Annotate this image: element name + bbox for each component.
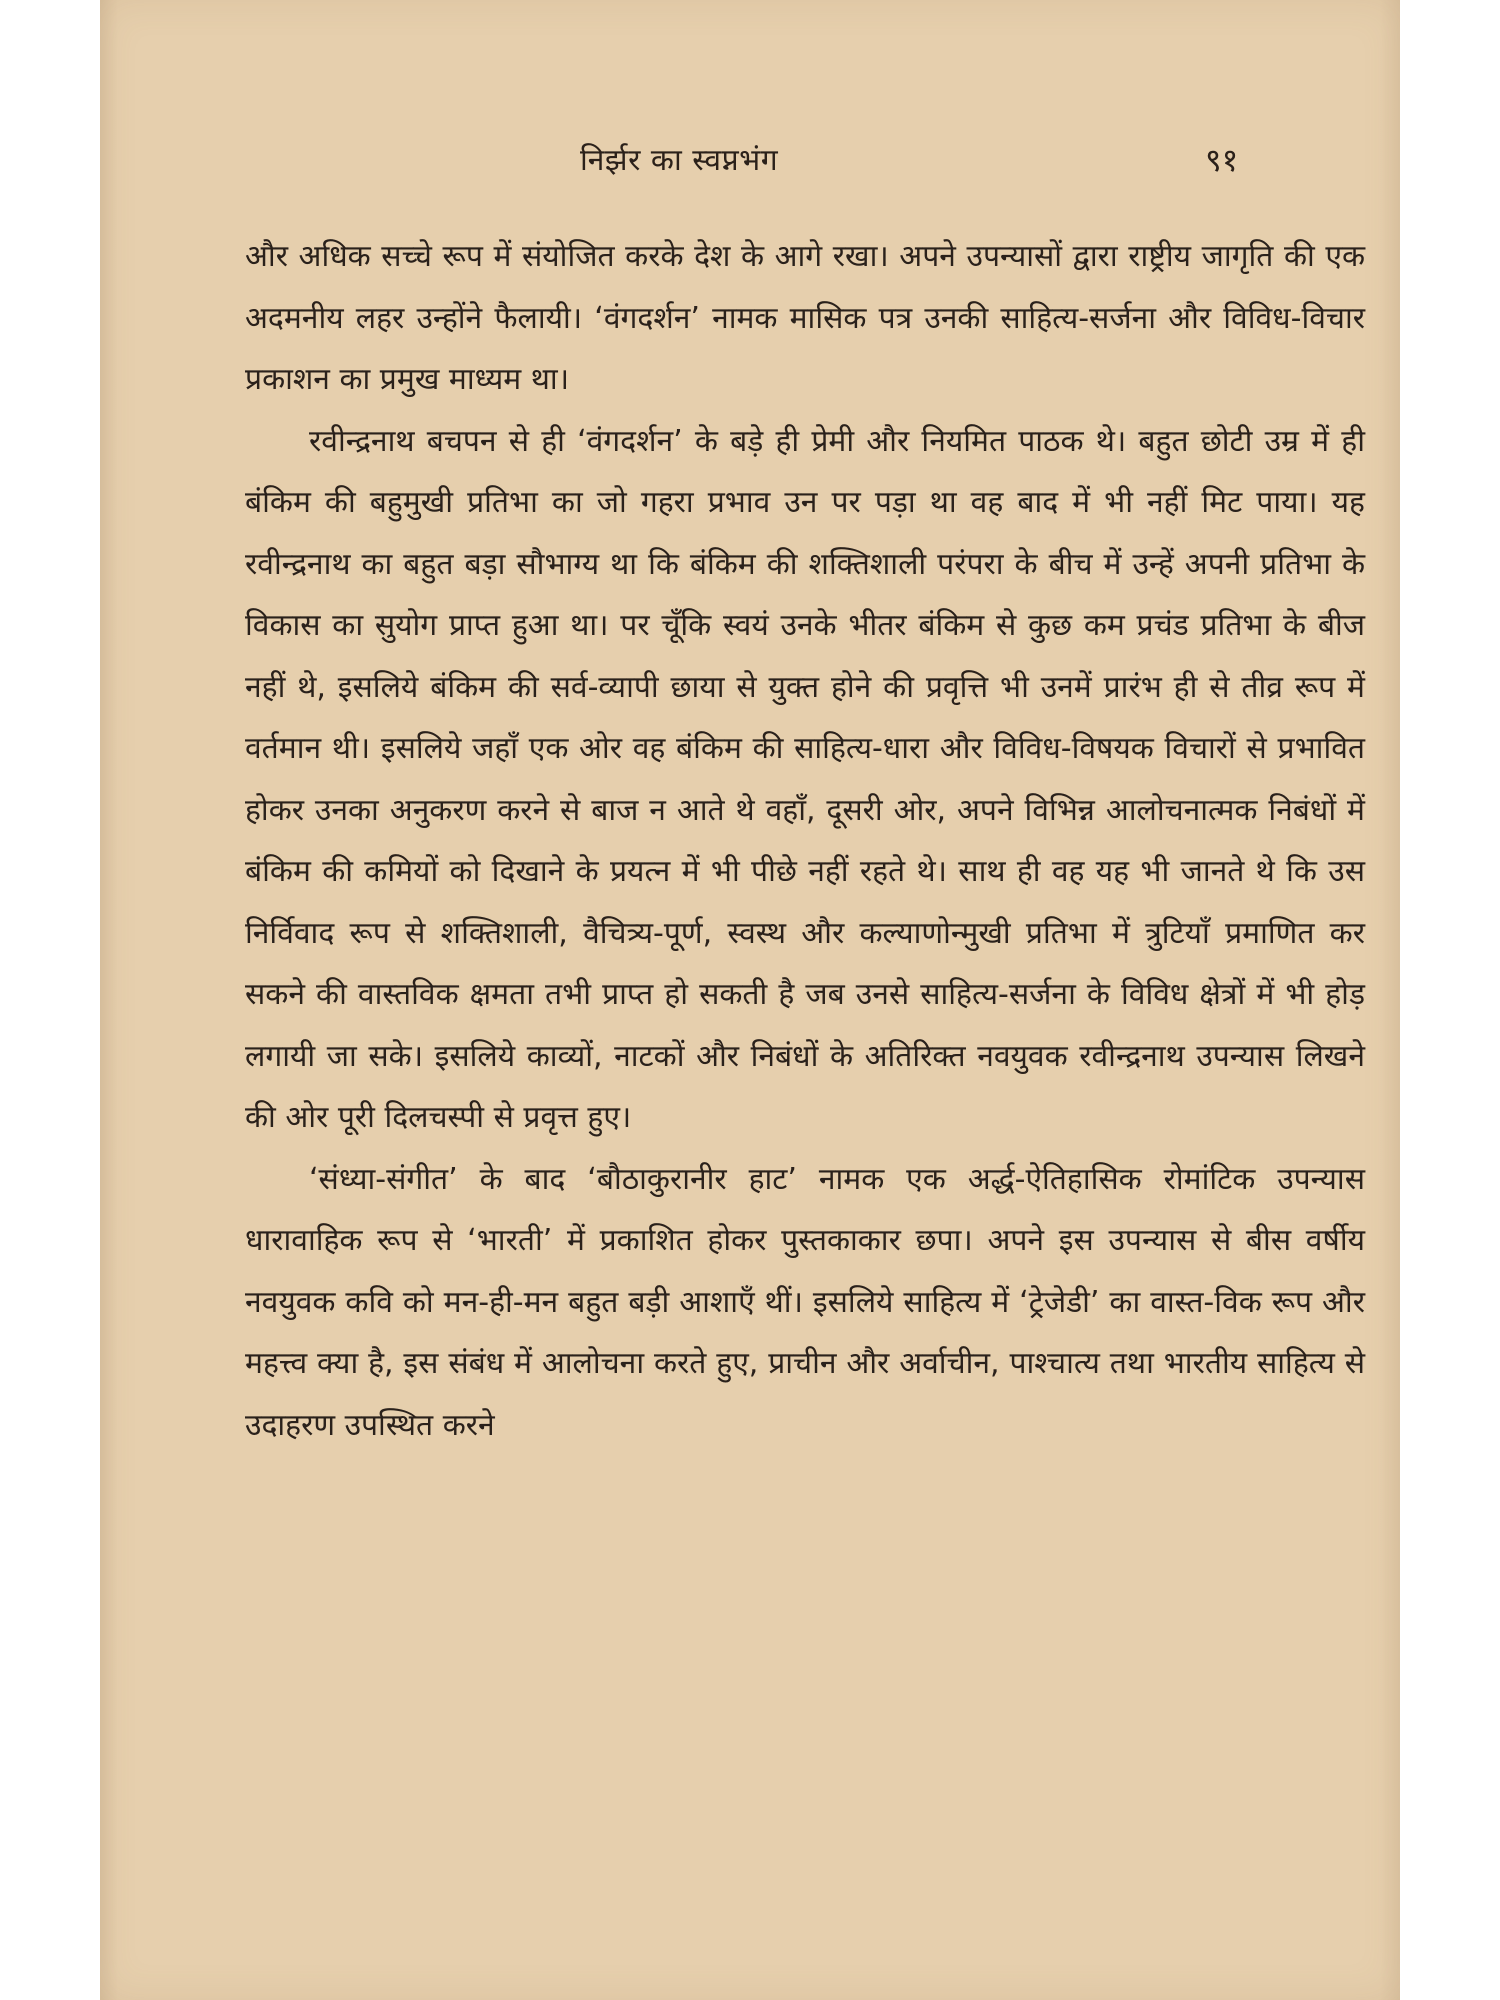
book-page — [100, 0, 1400, 2000]
paragraph-1: और अधिक सच्चे रूप में संयोजित करके देश के आगे रखा। अपने उपन्यासों द्वारा राष्ट्रीय जागृति की एक अदमनीय लहर उन्होंने फैलायी। ‘वंगदर्शन’ नामक मासिक पत्र उनकी साहित्य-सर्जना और विविध-विचार प्रकाशन का प्रमुख माध्यम था। — [245, 239, 1365, 397]
running-head: निर्झर का स्वप्नभंग — [580, 143, 779, 178]
paragraph-2: रवीन्द्रनाथ बचपन से ही ‘वंगदर्शन’ के बड़े ही प्रेमी और नियमित पाठक थे। बहुत छोटी उम्र में ही बंकिम की बहुमुखी प्रतिभा का जो गहरा प्रभाव उन पर पड़ा था वह बाद में भी नहीं मिट पाया। यह रवीन्द्रनाथ का बहुत बड़ा सौभाग्य था कि बंकिम की शक्तिशाली परंपरा के बीच में उन्हें अपनी प्रतिभा के विकास का सुयोग प्राप्त हुआ था। पर चूँकि स्वयं उनके भीतर बंकिम से कुछ कम प्रचंड प्रतिभा के बीज नहीं थे, इसलिये बंकिम की सर्व-व्यापी छाया से युक्त होने की प्रवृत्ति भी उनमें प्रारंभ ही से तीव्र रूप में वर्तमान थी। इसलिये जहाँ एक ओर वह बंकिम की साहित्य-धारा और विविध-विषयक विचारों से प्रभावित होकर उनका अनुकरण करने से बाज न आते थे वहाँ, दूसरी ओर, अपने विभिन्न आलोचनात्मक निबंधों में बंकिम की कमियों को दिखाने के प्रयत्न में भी पीछे नहीं रहते थे। साथ ही वह यह भी जानते थे कि उस निर्विवाद रूप से शक्तिशाली, वैचित्र्य-पूर्ण, स्वस्थ और कल्याणोन्मुखी प्रतिभा में त्रुटियाँ प्रमाणित कर सकने की वास्तविक क्षमता तभी प्राप्त हो सकती है जब उनसे साहित्य-सर्जना के विविध क्षेत्रों में भी होड़ लगायी जा सके। इसलिये काव्यों, नाटकों और निबंधों के अतिरिक्त नवयुवक रवीन्द्रनाथ उपन्यास लिखने की ओर पूरी दिलचस्पी से प्रवृत्त हुए। — [245, 423, 1365, 1135]
page-header — [100, 138, 1400, 198]
body-text — [245, 226, 1365, 1456]
page-number: ९१ — [1205, 141, 1239, 179]
paragraph-3: ‘संध्या-संगीत’ के बाद ‘बौठाकुरानीर हाट’ नामक एक अर्द्ध-ऐतिहासिक रोमांटिक उपन्यास धारावाहिक रूप से ‘भारती’ में प्रकाशित होकर पुस्तकाकार छपा। अपने इस उपन्यास से बीस वर्षीय नवयुवक कवि को मन-ही-मन बहुत बड़ी आशाएँ थीं। इसलिये साहित्य में ‘ट्रेजेडी’ का वास्त-विक रूप और महत्त्व क्या है, इस संबंध में आलोचना करते हुए, प्राचीन और अर्वाचीन, पाश्चात्य तथा भारतीय साहित्य से उदाहरण उपस्थित करने — [245, 1161, 1365, 1443]
